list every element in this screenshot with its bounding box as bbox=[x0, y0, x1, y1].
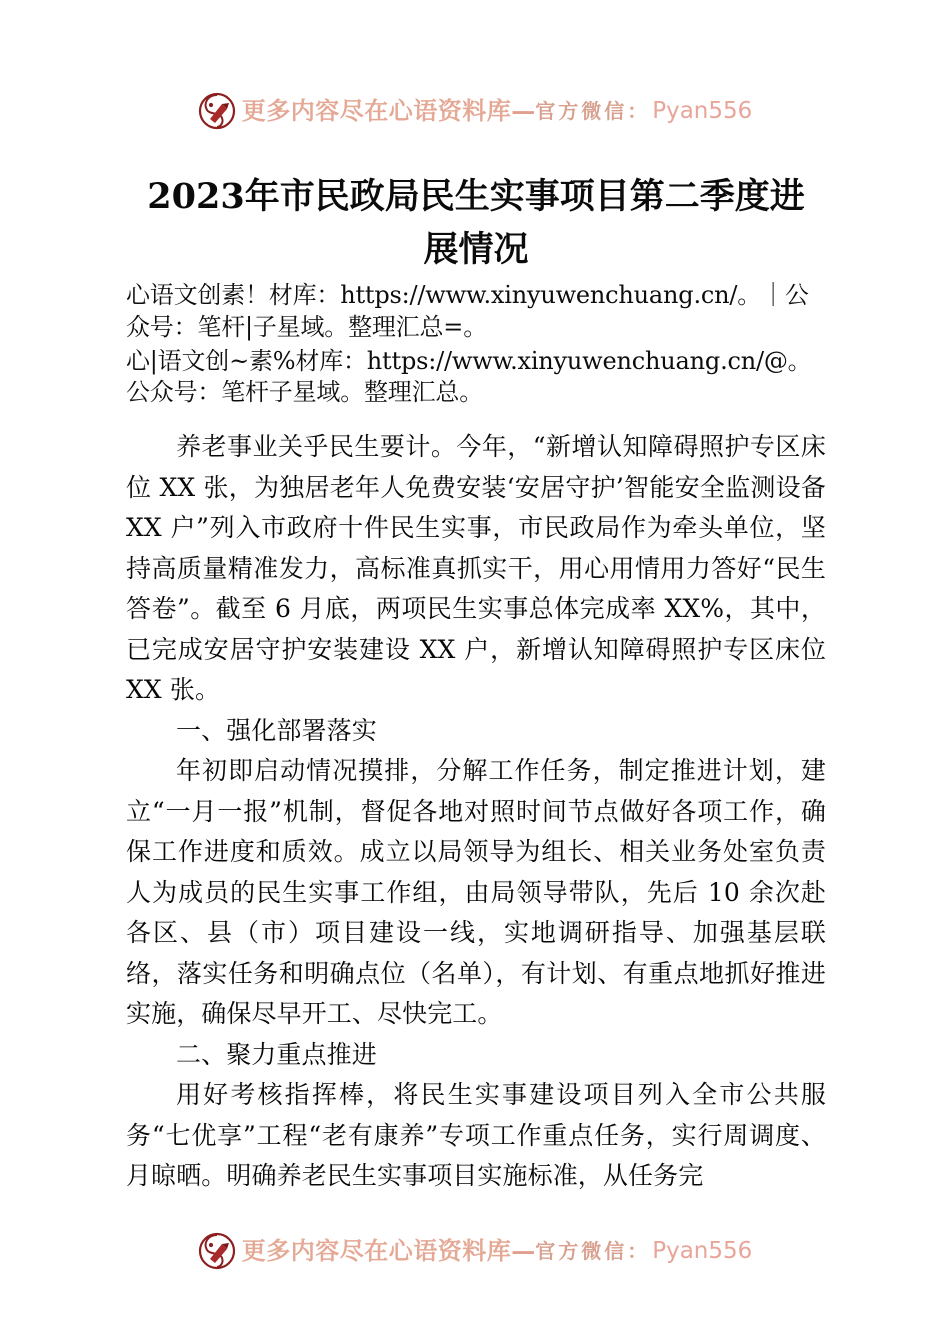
meta-line-1: 心语文创素！材库：https://www.xinyuwenchuang.cn/。｜公众号：笔杆|子星域。整理汇总=。 bbox=[126, 281, 809, 342]
xinyu-circular-logo-icon bbox=[198, 92, 236, 130]
section-heading-2: 二、聚力重点推进 bbox=[176, 1039, 377, 1069]
watermark-wechat-label: 官方微信： bbox=[535, 99, 651, 123]
xinyu-circular-logo-icon-bottom bbox=[198, 1232, 236, 1270]
watermark-top bbox=[0, 92, 950, 130]
meta-line-2: 心|语文创~素%材库：https://www.xinyuwenchuang.cn/@。公众号：笔杆子星域。整理汇总。 bbox=[126, 346, 812, 407]
body-paragraph-1: 养老事业关乎民生要计。今年，“新增认知障碍照护专区床位 XX 张，为独居老年人免费安装‘安居守护’智能安全监测设备 XX 户”列入市政府十件民生实事，市民政局作为牵头单位，坚持高质量精准发力，高标准真抓实干，用心用情用力答好“民生答卷”。截至 6 月底，两项民生实事总体完成率 XX%，其中，已完成安居守护安装建设 XX 户，新增认知障碍照护专区床位 XX 张。 bbox=[126, 432, 826, 705]
watermark-dash-bottom: — bbox=[511, 1236, 536, 1265]
watermark-cn-text: 更多内容尽在心语资料库 bbox=[241, 96, 512, 125]
page-title: 2023年市民政局民生实事项目第二季度进展情况 bbox=[147, 176, 805, 271]
body-paragraph-3: 用好考核指挥棒，将民生实事建设项目列入全市公共服务“七优享”工程“老有康养”专项工作重点任务，实行周调度、月晾晒。明确养老民生实事项目实施标准，从任务完 bbox=[126, 1080, 826, 1191]
watermark-cn-text-bottom: 更多内容尽在心语资料库 bbox=[241, 1236, 512, 1265]
watermark-wechat-id: Pyan556 bbox=[652, 97, 753, 124]
watermark-wechat-label-bottom: 官方微信： bbox=[535, 1239, 651, 1263]
watermark-bottom bbox=[0, 1232, 950, 1270]
body-paragraph-2: 年初即启动情况摸排，分解工作任务，制定推进计划，建立“一月一报”机制，督促各地对照时间节点做好各项工作，确保工作进度和质效。成立以局领导为组长、相关业务处室负责人为成员的民生实事工作组，由局领导带队，先后 10 余次赴各区、县（市）项目建设一线，实地调研指导、加强基层联络，落实任务和明确点位（名单），有计划、有重点地抓好推进实施，确保尽早开工、尽快完工。 bbox=[126, 756, 826, 1029]
document-content bbox=[126, 170, 826, 1197]
watermark-wechat-id-bottom: Pyan556 bbox=[652, 1237, 753, 1264]
section-heading-1: 一、强化部署落实 bbox=[176, 715, 377, 745]
watermark-dash: — bbox=[511, 96, 536, 125]
